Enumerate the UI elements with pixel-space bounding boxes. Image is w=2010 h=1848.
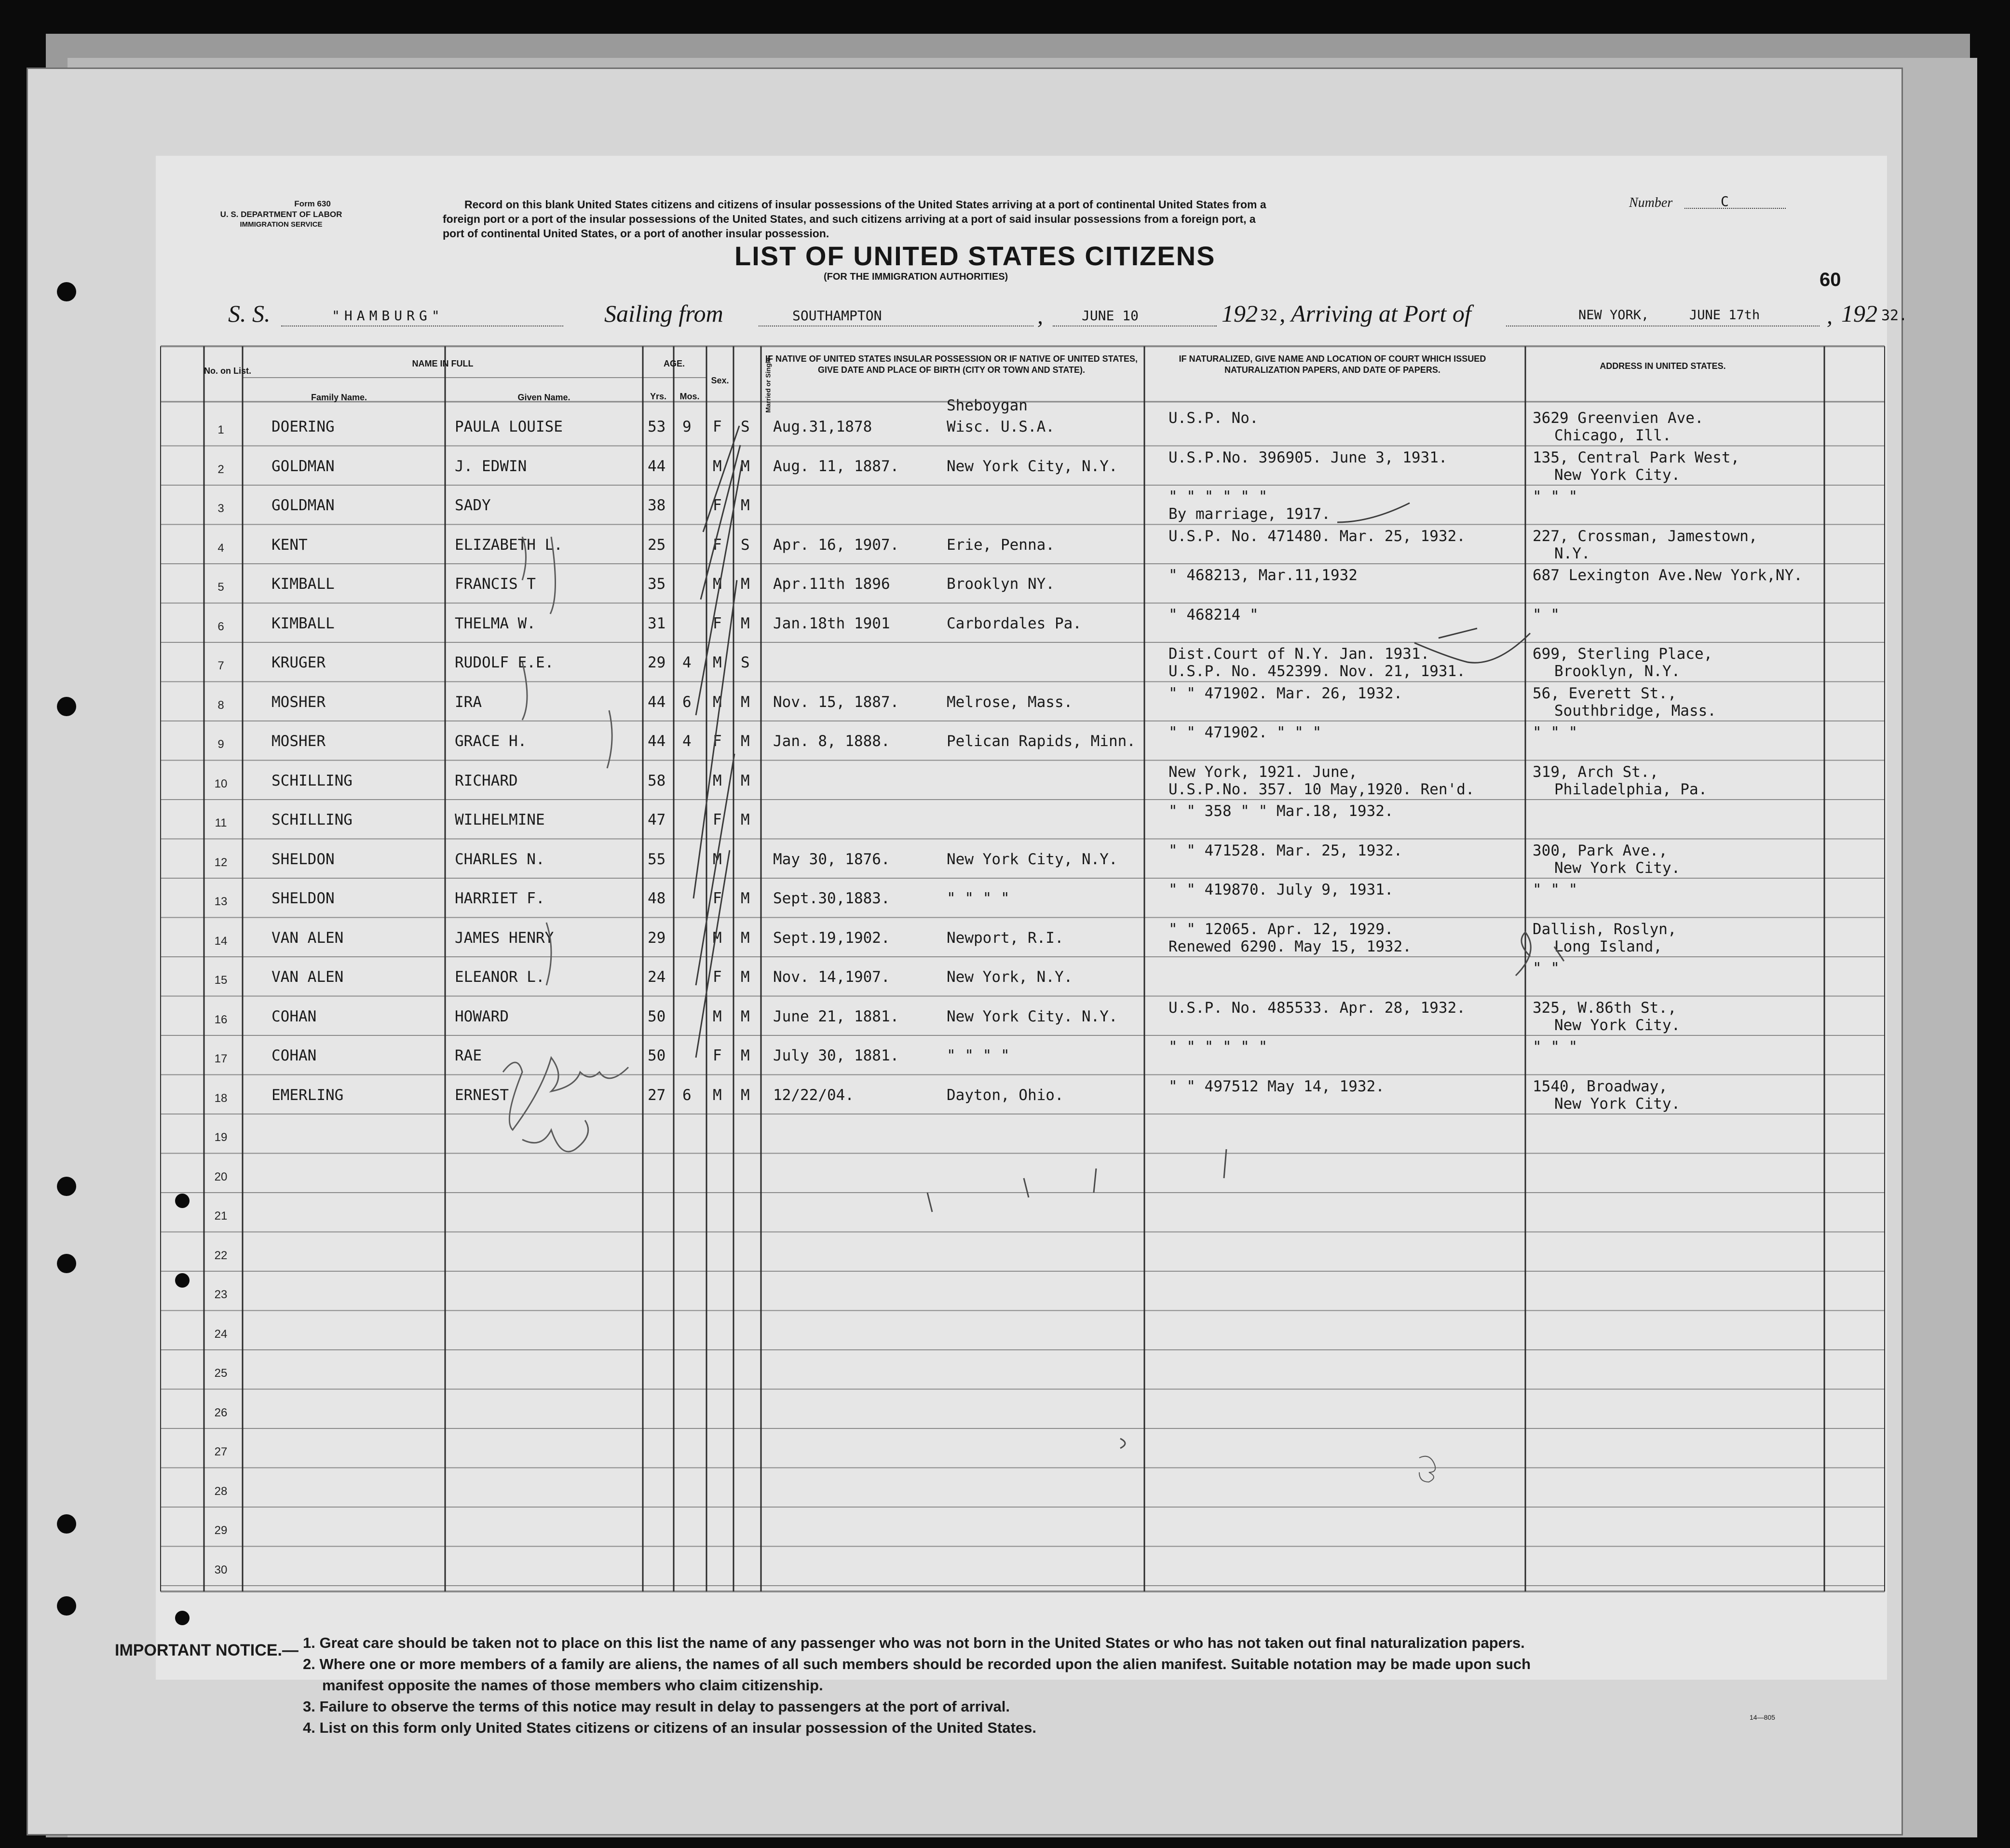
birth-place-cell: Carbordales Pa.: [947, 614, 1082, 632]
number-value: C: [1721, 193, 1729, 209]
age-years-cell: 50: [648, 1007, 666, 1025]
given-name-cell: THELMA W.: [455, 614, 536, 632]
age-years-cell: 29: [648, 929, 666, 947]
given-name-cell: HARRIET F.: [455, 890, 545, 907]
birth-date-cell: May 30, 1876.: [773, 850, 890, 868]
naturalization-cell: " 468213, Mar.11,1932: [1168, 567, 1358, 584]
comma-2: ,: [1827, 303, 1833, 329]
instruction-line-1: Record on this blank United States citizens and citizens of insular possessions of the United States arriving at a port of continental United States from a: [464, 198, 1266, 211]
column-header-no: No. on List.: [204, 366, 251, 376]
row-number: 10: [214, 777, 228, 790]
notice-line-2: 2. Where one or more members of a family are aliens, the names of all such members should be recorded upon the alien manifest. Suitable notation may be made upon such: [303, 1656, 1531, 1672]
marital-status-cell: M: [741, 1086, 750, 1104]
sex-cell: M: [713, 457, 722, 475]
age-years-cell: 35: [648, 575, 666, 593]
arrival-date: JUNE 17th: [1689, 308, 1760, 323]
column-header-birth: IF NATIVE OF UNITED STATES INSULAR POSSESSION OR IF NATIVE OF UNITED STATES, GIVE DATE AND PLACE OF BIRTH (CITY OR TOWN AND STATE).: [765, 354, 1138, 375]
given-name-cell: ELEANOR L.: [455, 968, 545, 986]
binder-hole: [175, 1273, 190, 1288]
birth-place-cell: " " " ": [947, 1047, 1010, 1064]
marital-status-cell: S: [741, 418, 750, 435]
address-cell-2: New York City.: [1554, 1095, 1681, 1113]
given-name-cell: J. EDWIN: [455, 457, 527, 475]
binder-hole: [57, 282, 76, 301]
address-cell: 325, W.86th St.,: [1533, 999, 1677, 1017]
notice-line-1: 1. Great care should be taken not to place on this list the name of any passenger who was not born in the United States or who has not taken out final naturalization papers.: [303, 1634, 1525, 1651]
sex-cell: F: [713, 968, 722, 986]
address-cell-2: Southbridge, Mass.: [1554, 702, 1716, 720]
service-name: IMMIGRATION SERVICE: [240, 220, 323, 229]
marital-status-cell: M: [741, 811, 750, 829]
comma-1: ,: [1037, 303, 1043, 329]
family-name-cell: SCHILLING: [272, 772, 353, 789]
arriving-label: , Arriving at Port of: [1279, 300, 1471, 327]
column-header-married: Married or Single.: [764, 355, 772, 413]
address-cell: " ": [1533, 606, 1560, 624]
instruction-line-2: foreign port or a port of the insular possessions of the United States, and such citizens arriving at a port of said insular possessions from a foreign port, a: [443, 213, 1256, 225]
age-years-cell: 29: [648, 654, 666, 671]
age-years-cell: 38: [648, 497, 666, 514]
birth-place-cell: Pelican Rapids, Minn.: [947, 733, 1136, 750]
marital-status-cell: M: [741, 890, 750, 907]
binder-hole: [175, 1611, 190, 1625]
age-years-cell: 44: [648, 733, 666, 750]
age-months-cell: 4: [682, 654, 692, 671]
address-cell: 135, Central Park West,: [1533, 448, 1740, 466]
page-number: 60: [1820, 269, 1841, 290]
birth-date-cell: Sept.19,1902.: [773, 929, 890, 947]
address-cell-2: New York City.: [1554, 466, 1681, 484]
family-name-cell: COHAN: [272, 1007, 317, 1025]
row-number: 12: [214, 856, 228, 869]
family-name-cell: VAN ALEN: [272, 929, 344, 947]
age-years-cell: 50: [648, 1047, 666, 1064]
column-header-family-name: Family Name.: [311, 393, 367, 402]
row-number: 14: [214, 934, 228, 948]
age-months-cell: 6: [682, 693, 692, 711]
age-years-cell: 55: [648, 850, 666, 868]
birth-place-cell: Dayton, Ohio.: [947, 1086, 1064, 1104]
birth-date-cell: Aug.31,1878: [773, 418, 872, 435]
address-cell: Dallish, Roslyn,: [1533, 920, 1677, 938]
row-number: 4: [217, 541, 224, 555]
family-name-cell: MOSHER: [272, 733, 326, 750]
row-number: 19: [214, 1131, 228, 1144]
marital-status-cell: S: [741, 654, 750, 671]
sex-cell: F: [713, 811, 722, 829]
naturalization-cell: U.S.P. No. 471480. Mar. 25, 1932.: [1168, 527, 1466, 545]
given-name-cell: ELIZABETH L.: [455, 536, 563, 554]
address-cell-2: New York City.: [1554, 1016, 1681, 1034]
notice-line-3: 3. Failure to observe the terms of this notice may result in delay to passengers at the port of arrival.: [303, 1698, 1010, 1715]
marital-status-cell: M: [741, 575, 750, 593]
row-number: 2: [217, 462, 224, 476]
row-number: 8: [217, 698, 224, 712]
column-header-age: AGE.: [663, 359, 685, 368]
sex-cell: M: [713, 850, 722, 868]
row-number: 29: [214, 1524, 228, 1537]
notice-heading: IMPORTANT NOTICE.—: [115, 1641, 299, 1659]
citizens-list-form: [156, 156, 1908, 1680]
marital-status-cell: S: [741, 536, 750, 554]
sex-cell: M: [713, 693, 722, 711]
depart-year: 32: [1260, 307, 1278, 324]
binder-hole: [175, 1194, 190, 1208]
form-title: LIST OF UNITED STATES CITIZENS: [734, 241, 1216, 271]
sex-cell: M: [713, 1086, 722, 1104]
family-name-cell: MOSHER: [272, 693, 326, 711]
row-number: 13: [214, 895, 228, 908]
row-number: 23: [214, 1288, 228, 1301]
binder-hole: [57, 1177, 76, 1196]
binder-hole: [57, 1254, 76, 1273]
ss-label: S. S.: [228, 300, 271, 327]
birth-place-cell: New York City, N.Y.: [947, 850, 1118, 868]
birth-date-cell: Nov. 14,1907.: [773, 968, 890, 986]
naturalization-cell: U.S.P. No. 485533. Apr. 28, 1932.: [1168, 999, 1466, 1017]
form-number: Form 630: [294, 199, 331, 208]
marital-status-cell: M: [741, 968, 750, 986]
sex-cell: F: [713, 890, 722, 907]
age-years-cell: 27: [648, 1086, 666, 1104]
row-number: 21: [214, 1209, 228, 1223]
family-name-cell: DOERING: [272, 418, 335, 435]
age-years-cell: 48: [648, 890, 666, 907]
birth-date-cell: Jan. 8, 1888.: [773, 733, 890, 750]
naturalization-cell: " " 358 " " Mar.18, 1932.: [1168, 802, 1394, 820]
column-header-yrs: Yrs.: [650, 392, 667, 401]
depart-date: JUNE 10: [1082, 308, 1139, 324]
naturalization-cell-2: Renewed 6290. May 15, 1932.: [1168, 938, 1412, 955]
arrival-port: NEW YORK,: [1578, 308, 1649, 323]
address-cell: 687 Lexington Ave.New York,NY.: [1533, 567, 1803, 584]
address-cell-2: Brooklyn, N.Y.: [1554, 663, 1681, 680]
naturalization-cell: Dist.Court of N.Y. Jan. 1931.: [1168, 645, 1430, 663]
binder-hole: [57, 1514, 76, 1534]
given-name-cell: ERNEST: [455, 1086, 509, 1104]
birth-place-cell: Erie, Penna.: [947, 536, 1055, 554]
naturalization-cell: " " 471902. " " ": [1168, 724, 1322, 741]
age-months-cell: 9: [682, 418, 692, 435]
given-name-cell: WILHELMINE: [455, 811, 545, 829]
address-cell-2: New York City.: [1554, 859, 1681, 877]
family-name-cell: KIMBALL: [272, 614, 335, 632]
column-header-given-name: Given Name.: [517, 393, 570, 402]
column-header-mos: Mos.: [679, 392, 700, 401]
address-cell: " ": [1533, 960, 1560, 977]
birth-place-cell: New York City. N.Y.: [947, 1007, 1118, 1025]
sex-cell: F: [713, 418, 722, 435]
ship-name: "HAMBURG": [332, 308, 444, 324]
family-name-cell: VAN ALEN: [272, 968, 344, 986]
birth-date-cell: Sept.30,1883.: [773, 890, 890, 907]
given-name-cell: JAMES HENRY: [455, 929, 554, 947]
address-cell: " " ": [1533, 724, 1578, 741]
given-name-cell: SADY: [455, 497, 491, 514]
given-name-cell: GRACE H.: [455, 733, 527, 750]
address-cell: 227, Crossman, Jamestown,: [1533, 527, 1758, 545]
row-number: 15: [214, 974, 228, 987]
row-number: 20: [214, 1170, 228, 1183]
given-name-cell: IRA: [455, 693, 482, 711]
age-years-cell: 44: [648, 693, 666, 711]
given-name-cell: CHARLES N.: [455, 850, 545, 868]
arrival-year: 32.: [1881, 307, 1908, 324]
naturalization-cell: U.S.P. No.: [1168, 409, 1259, 427]
address-cell: 3629 Greenvien Ave.: [1533, 409, 1704, 427]
address-cell-2: Chicago, Ill.: [1554, 427, 1671, 444]
row-number: 18: [214, 1091, 228, 1105]
binder-hole: [57, 1596, 76, 1616]
sex-cell: F: [713, 733, 722, 750]
birth-date-cell: Jan.18th 1901: [773, 614, 890, 632]
address-cell: " " ": [1533, 488, 1578, 505]
binder-hole: [57, 697, 76, 716]
naturalization-cell: " " " " " ": [1168, 1038, 1268, 1056]
naturalization-cell: " " 471528. Mar. 25, 1932.: [1168, 842, 1403, 859]
sex-cell: M: [713, 929, 722, 947]
marital-status-cell: M: [741, 614, 750, 632]
column-header-address: ADDRESS IN UNITED STATES.: [1600, 361, 1726, 371]
naturalization-cell: U.S.P.No. 396905. June 3, 1931.: [1168, 448, 1448, 466]
department-name: U. S. DEPARTMENT OF LABOR: [220, 210, 342, 219]
birth-date-cell: Aug. 11, 1887.: [773, 457, 899, 475]
naturalization-cell: " " 12065. Apr. 12, 1929.: [1168, 920, 1394, 938]
marital-status-cell: M: [741, 772, 750, 789]
address-cell-2: N.Y.: [1554, 544, 1590, 562]
age-years-cell: 44: [648, 457, 666, 475]
row-number: 3: [217, 502, 224, 515]
birth-place-cell: Newport, R.I.: [947, 929, 1064, 947]
address-cell: 319, Arch St.,: [1533, 763, 1659, 781]
marital-status-cell: M: [741, 693, 750, 711]
marital-status-cell: M: [741, 929, 750, 947]
naturalization-cell: " " " " " ": [1168, 488, 1268, 505]
sex-cell: M: [713, 1007, 722, 1025]
family-name-cell: KIMBALL: [272, 575, 335, 593]
sex-cell: M: [713, 654, 722, 671]
given-name-cell: RUDOLF E.E.: [455, 654, 554, 671]
marital-status-cell: M: [741, 457, 750, 475]
column-header-name-in-full: NAME IN FULL: [412, 359, 474, 368]
sex-cell: F: [713, 536, 722, 554]
address-cell: 699, Sterling Place,: [1533, 645, 1713, 663]
birth-place-cell: Wisc. U.S.A.: [947, 418, 1055, 435]
instruction-line-3: port of continental United States, or a port of another insular possession.: [443, 227, 829, 240]
sex-cell: M: [713, 575, 722, 593]
handwritten-annotations: [156, 156, 1887, 1680]
sex-cell: F: [713, 1047, 722, 1064]
column-header-sex: Sex.: [711, 376, 729, 385]
birth-place-cell: Melrose, Mass.: [947, 693, 1073, 711]
notice-line-4: 4. List on this form only United States citizens or citizens of an insular possession of the United States.: [303, 1719, 1036, 1736]
birth-place-cell: New York City, N.Y.: [947, 457, 1118, 475]
row-number: 25: [214, 1367, 228, 1380]
family-name-cell: KRUGER: [272, 654, 326, 671]
birth-date-cell: June 21, 1881.: [773, 1007, 899, 1025]
age-years-cell: 47: [648, 811, 666, 829]
age-years-cell: 25: [648, 536, 666, 554]
family-name-cell: SHELDON: [272, 850, 335, 868]
naturalization-cell: " 468214 ": [1168, 606, 1259, 624]
address-cell: " " ": [1533, 881, 1578, 898]
address-cell: 1540, Broadway,: [1533, 1077, 1668, 1095]
form-subtitle: (FOR THE IMMIGRATION AUTHORITIES): [824, 272, 1008, 282]
from-port: SOUTHAMPTON: [792, 308, 882, 324]
birth-date-cell: July 30, 1881.: [773, 1047, 899, 1064]
birth-place-note: Sheboygan: [947, 397, 1028, 414]
family-name-cell: GOLDMAN: [272, 497, 335, 514]
age-years-cell: 24: [648, 968, 666, 986]
row-number: 27: [214, 1445, 228, 1458]
row-number: 17: [214, 1052, 228, 1065]
column-header-naturalized: IF NATURALIZED, GIVE NAME AND LOCATION OF COURT WHICH ISSUED NATURALIZATION PAPERS, AND DATE OF PAPERS.: [1179, 354, 1486, 375]
birth-place-cell: Brooklyn NY.: [947, 575, 1055, 593]
age-years-cell: 53: [648, 418, 666, 435]
birth-date-cell: 12/22/04.: [773, 1086, 854, 1104]
birth-date-cell: Nov. 15, 1887.: [773, 693, 899, 711]
row-number: 9: [217, 738, 224, 751]
address-cell: 300, Park Ave.,: [1533, 842, 1668, 859]
given-name-cell: FRANCIS T: [455, 575, 536, 593]
family-name-cell: SCHILLING: [272, 811, 353, 829]
address-cell-2: Philadelphia, Pa.: [1554, 780, 1708, 798]
birth-date-cell: Apr.11th 1896: [773, 575, 890, 593]
family-name-cell: EMERLING: [272, 1086, 344, 1104]
depart-year-prefix: 192: [1222, 300, 1258, 327]
family-name-cell: COHAN: [272, 1047, 317, 1064]
naturalization-cell: New York, 1921. June,: [1168, 763, 1358, 781]
family-name-cell: KENT: [272, 536, 308, 554]
notice-line-2b: manifest opposite the names of those members who claim citizenship.: [322, 1677, 823, 1694]
row-number: 26: [214, 1406, 228, 1419]
age-months-cell: 4: [682, 733, 692, 750]
row-number: 11: [215, 816, 227, 829]
row-number: 5: [217, 581, 224, 594]
given-name-cell: HOWARD: [455, 1007, 509, 1025]
birth-place-cell: " " " ": [947, 890, 1010, 907]
given-name-cell: RICHARD: [455, 772, 518, 789]
birth-place-cell: New York, N.Y.: [947, 968, 1073, 986]
family-name-cell: SHELDON: [272, 890, 335, 907]
naturalization-cell-2: U.S.P.No. 357. 10 May,1920. Ren'd.: [1168, 780, 1475, 798]
row-number: 28: [214, 1484, 228, 1498]
naturalization-cell-2: U.S.P. No. 452399. Nov. 21, 1931.: [1168, 663, 1466, 680]
family-name-cell: GOLDMAN: [272, 457, 335, 475]
birth-date-cell: Apr. 16, 1907.: [773, 536, 899, 554]
row-number: 16: [214, 1013, 228, 1026]
age-years-cell: 58: [648, 772, 666, 789]
print-code: 14—805: [1750, 1713, 1775, 1721]
arrival-year-prefix: 192: [1841, 300, 1877, 327]
marital-status-cell: M: [741, 733, 750, 750]
naturalization-cell: " " 497512 May 14, 1932.: [1168, 1077, 1385, 1095]
sex-cell: M: [713, 772, 722, 789]
sex-cell: F: [713, 614, 722, 632]
address-cell: " " ": [1533, 1038, 1578, 1056]
row-number: 6: [217, 620, 224, 633]
naturalization-cell: " " 419870. July 9, 1931.: [1168, 881, 1394, 898]
row-number: 22: [214, 1249, 228, 1262]
row-number: 24: [214, 1327, 228, 1341]
sailing-label: Sailing from: [604, 300, 723, 327]
age-years-cell: 31: [648, 614, 666, 632]
marital-status-cell: M: [741, 1047, 750, 1064]
given-name-cell: PAULA LOUISE: [455, 418, 563, 435]
marital-status-cell: M: [741, 1007, 750, 1025]
address-cell-2: Long Island,: [1554, 938, 1662, 955]
naturalization-cell: " " 471902. Mar. 26, 1932.: [1168, 684, 1403, 702]
naturalization-cell-2: By marriage, 1917.: [1168, 505, 1331, 523]
marital-status-cell: M: [741, 497, 750, 514]
age-months-cell: 6: [682, 1086, 692, 1104]
row-number: 1: [217, 423, 224, 436]
number-label: Number: [1629, 195, 1673, 210]
row-number: 7: [217, 659, 224, 672]
manifest-sheet: [27, 68, 1908, 1835]
given-name-cell: RAE: [455, 1047, 482, 1064]
sex-cell: F: [713, 497, 722, 514]
row-number: 30: [214, 1563, 228, 1576]
address-cell: 56, Everett St.,: [1533, 684, 1677, 702]
